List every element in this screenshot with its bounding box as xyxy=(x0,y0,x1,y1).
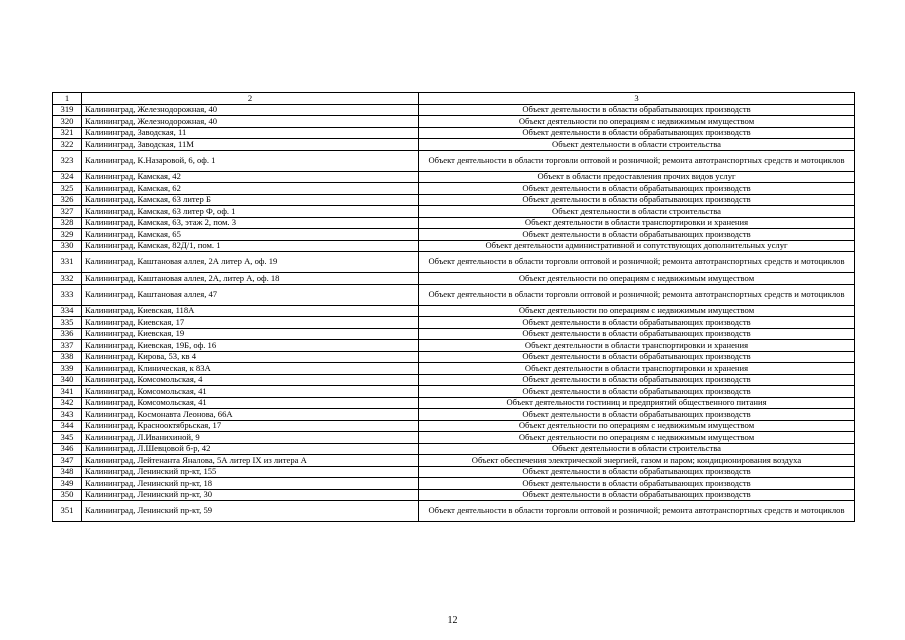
address-cell: Калининград, Камская, 42 xyxy=(82,171,419,183)
row-number-cell: 339 xyxy=(53,363,82,375)
table-row xyxy=(53,351,855,363)
activity-cell: Объект обеспечения электрической энергией, газом и паром; кондиционирования воздуха xyxy=(419,455,855,467)
table-row xyxy=(53,328,855,340)
activity-cell: Объект деятельности в области обрабатывающих производств xyxy=(419,409,855,421)
activity-cell: Объект деятельности в области торговли оптовой и розничной; ремонта автотранспортных средств и мотоциклов xyxy=(419,284,855,305)
address-cell: Калининград, Комсомольская, 4 xyxy=(82,374,419,386)
row-number-cell: 337 xyxy=(53,340,82,352)
activity-cell: Объект деятельности в области обрабатывающих производств xyxy=(419,183,855,195)
row-number-cell: 319 xyxy=(53,104,82,116)
address-cell: Калининград, Комсомольская, 41 xyxy=(82,386,419,398)
row-number-cell: 348 xyxy=(53,466,82,478)
row-number-cell: 342 xyxy=(53,397,82,409)
page-number: 12 xyxy=(447,615,458,626)
table-row xyxy=(53,305,855,317)
activity-cell: Объект деятельности в области торговли оптовой и розничной; ремонта автотранспортных средств и мотоциклов xyxy=(419,501,855,522)
activity-cell: Объект деятельности в области торговли оптовой и розничной; ремонта автотранспортных средств и мотоциклов xyxy=(419,150,855,171)
column-header-3: 3 xyxy=(419,93,855,105)
address-cell: Калининград, Железнодорожная, 40 xyxy=(82,104,419,116)
column-header-2: 2 xyxy=(82,93,419,105)
address-cell: Калининград, Каштановая аллея, 2А литер А, оф. 19 xyxy=(82,252,419,273)
address-cell: Калининград, Камская, 63 литер Ф, оф. 1 xyxy=(82,206,419,218)
activity-cell: Объект деятельности по операциям с недвижимым имуществом xyxy=(419,420,855,432)
table-row xyxy=(53,171,855,183)
activity-cell: Объект деятельности в области обрабатывающих производств xyxy=(419,351,855,363)
activity-cell: Объект деятельности в области обрабатывающих производств xyxy=(419,104,855,116)
row-number-cell: 329 xyxy=(53,229,82,241)
activity-cell: Объект деятельности в области обрабатывающих производств xyxy=(419,229,855,241)
table-row xyxy=(53,317,855,329)
activity-cell: Объект деятельности в области обрабатывающих производств xyxy=(419,466,855,478)
address-cell: Калининград, Камская, 65 xyxy=(82,229,419,241)
table-row xyxy=(53,363,855,375)
row-number-cell: 322 xyxy=(53,139,82,151)
address-cell: Калининград, Космонавта Леонова, 66А xyxy=(82,409,419,421)
address-cell: Калининград, Клиническая, к 83А xyxy=(82,363,419,375)
table-row xyxy=(53,432,855,444)
activity-cell: Объект деятельности в области строительства xyxy=(419,139,855,151)
table-row xyxy=(53,252,855,273)
table-row xyxy=(53,374,855,386)
table-row xyxy=(53,443,855,455)
table-row xyxy=(53,206,855,218)
table-row xyxy=(53,139,855,151)
objects-table xyxy=(52,92,855,522)
table-row xyxy=(53,104,855,116)
row-number-cell: 346 xyxy=(53,443,82,455)
activity-cell: Объект деятельности в области строительства xyxy=(419,206,855,218)
row-number-cell: 328 xyxy=(53,217,82,229)
row-number-cell: 333 xyxy=(53,284,82,305)
activity-cell: Объект деятельности в области транспортировки и хранения xyxy=(419,217,855,229)
row-number-cell: 341 xyxy=(53,386,82,398)
address-cell: Калининград, Лейтенанта Яналова, 5А литер IX из литера А xyxy=(82,455,419,467)
address-cell: Калининград, Каштановая аллея, 47 xyxy=(82,284,419,305)
row-number-cell: 324 xyxy=(53,171,82,183)
activity-cell: Объект деятельности в области торговли оптовой и розничной; ремонта автотранспортных средств и мотоциклов xyxy=(419,252,855,273)
activity-cell: Объект деятельности в области обрабатывающих производств xyxy=(419,194,855,206)
table-row xyxy=(53,466,855,478)
row-number-cell: 334 xyxy=(53,305,82,317)
activity-cell: Объект деятельности по операциям с недвижимым имуществом xyxy=(419,305,855,317)
address-cell: Калининград, Киевская, 19 xyxy=(82,328,419,340)
address-cell: Калининград, Киевская, 17 xyxy=(82,317,419,329)
row-number-cell: 323 xyxy=(53,150,82,171)
address-cell: Калининград, Ленинский пр-кт, 18 xyxy=(82,478,419,490)
address-cell: Калининград, Ленинский пр-кт, 155 xyxy=(82,466,419,478)
activity-cell: Объект деятельности в области обрабатывающих производств xyxy=(419,374,855,386)
address-cell: Калининград, Заводская, 11М xyxy=(82,139,419,151)
row-number-cell: 335 xyxy=(53,317,82,329)
row-number-cell: 320 xyxy=(53,116,82,128)
row-number-cell: 330 xyxy=(53,240,82,252)
activity-cell: Объект деятельности по операциям с недвижимым имуществом xyxy=(419,273,855,285)
activity-cell: Объект деятельности в области обрабатывающих производств xyxy=(419,386,855,398)
activity-cell: Объект деятельности в области транспортировки и хранения xyxy=(419,363,855,375)
activity-cell: Объект деятельности в области обрабатывающих производств xyxy=(419,478,855,490)
table-header-row xyxy=(53,93,855,105)
row-number-cell: 331 xyxy=(53,252,82,273)
table-row xyxy=(53,340,855,352)
row-number-cell: 336 xyxy=(53,328,82,340)
address-cell: Калининград, Л.Иванихиной, 9 xyxy=(82,432,419,444)
table-row xyxy=(53,455,855,467)
row-number-cell: 325 xyxy=(53,183,82,195)
table-row xyxy=(53,409,855,421)
row-number-cell: 327 xyxy=(53,206,82,218)
row-number-cell: 345 xyxy=(53,432,82,444)
column-header-1: 1 xyxy=(53,93,82,105)
address-cell: Калининград, Ленинский пр-кт, 30 xyxy=(82,489,419,501)
activity-cell: Объект деятельности в области обрабатывающих производств xyxy=(419,489,855,501)
activity-cell: Объект деятельности в области обрабатывающих производств xyxy=(419,127,855,139)
table-row xyxy=(53,273,855,285)
table-row xyxy=(53,217,855,229)
address-cell: Калининград, Камская, 82Д/1, пом. 1 xyxy=(82,240,419,252)
activity-cell: Объект деятельности административной и сопутствующих дополнительных услуг xyxy=(419,240,855,252)
row-number-cell: 340 xyxy=(53,374,82,386)
table-row xyxy=(53,194,855,206)
activity-cell: Объект деятельности по операциям с недвижимым имуществом xyxy=(419,116,855,128)
row-number-cell: 321 xyxy=(53,127,82,139)
address-cell: Калининград, Камская, 62 xyxy=(82,183,419,195)
row-number-cell: 332 xyxy=(53,273,82,285)
table-row xyxy=(53,478,855,490)
table-row xyxy=(53,150,855,171)
table-row xyxy=(53,420,855,432)
row-number-cell: 338 xyxy=(53,351,82,363)
address-cell: Калининград, Краснооктябрьская, 17 xyxy=(82,420,419,432)
table-row xyxy=(53,489,855,501)
activity-cell: Объект деятельности в области строительства xyxy=(419,443,855,455)
activity-cell: Объект деятельности в области обрабатывающих производств xyxy=(419,328,855,340)
table-row xyxy=(53,183,855,195)
row-number-cell: 350 xyxy=(53,489,82,501)
row-number-cell: 343 xyxy=(53,409,82,421)
table-row xyxy=(53,229,855,241)
activity-cell: Объект деятельности в области обрабатывающих производств xyxy=(419,317,855,329)
address-cell: Калининград, Киевская, 118А xyxy=(82,305,419,317)
row-number-cell: 326 xyxy=(53,194,82,206)
table-row xyxy=(53,116,855,128)
address-cell: Калининград, Заводская, 11 xyxy=(82,127,419,139)
activity-cell: Объект в области предоставления прочих видов услуг xyxy=(419,171,855,183)
address-cell: Калининград, Л.Шевцовой б-р, 42 xyxy=(82,443,419,455)
table-row xyxy=(53,240,855,252)
row-number-cell: 349 xyxy=(53,478,82,490)
row-number-cell: 344 xyxy=(53,420,82,432)
address-cell: Калининград, Комсомольская, 41 xyxy=(82,397,419,409)
address-cell: Калининград, Железнодорожная, 40 xyxy=(82,116,419,128)
address-cell: Калининград, Кирова, 53, кв 4 xyxy=(82,351,419,363)
activity-cell: Объект деятельности гостиниц и предприятий общественного питания xyxy=(419,397,855,409)
table-row xyxy=(53,284,855,305)
activity-cell: Объект деятельности в области транспортировки и хранения xyxy=(419,340,855,352)
address-cell: Калининград, Ленинский пр-кт, 59 xyxy=(82,501,419,522)
address-cell: Калининград, Камская, 63, этаж 2, пом. 3 xyxy=(82,217,419,229)
row-number-cell: 351 xyxy=(53,501,82,522)
table-row xyxy=(53,501,855,522)
table-row xyxy=(53,386,855,398)
row-number-cell: 347 xyxy=(53,455,82,467)
address-cell: Калининград, Киевская, 19Б, оф. 16 xyxy=(82,340,419,352)
address-cell: Калининград, Каштановая аллея, 2А, литер А, оф. 18 xyxy=(82,273,419,285)
address-cell: Калининград, К.Назаровой, 6, оф. 1 xyxy=(82,150,419,171)
activity-cell: Объект деятельности по операциям с недвижимым имуществом xyxy=(419,432,855,444)
table-row xyxy=(53,397,855,409)
address-cell: Калининград, Камская, 63 литер Б xyxy=(82,194,419,206)
table-row xyxy=(53,127,855,139)
